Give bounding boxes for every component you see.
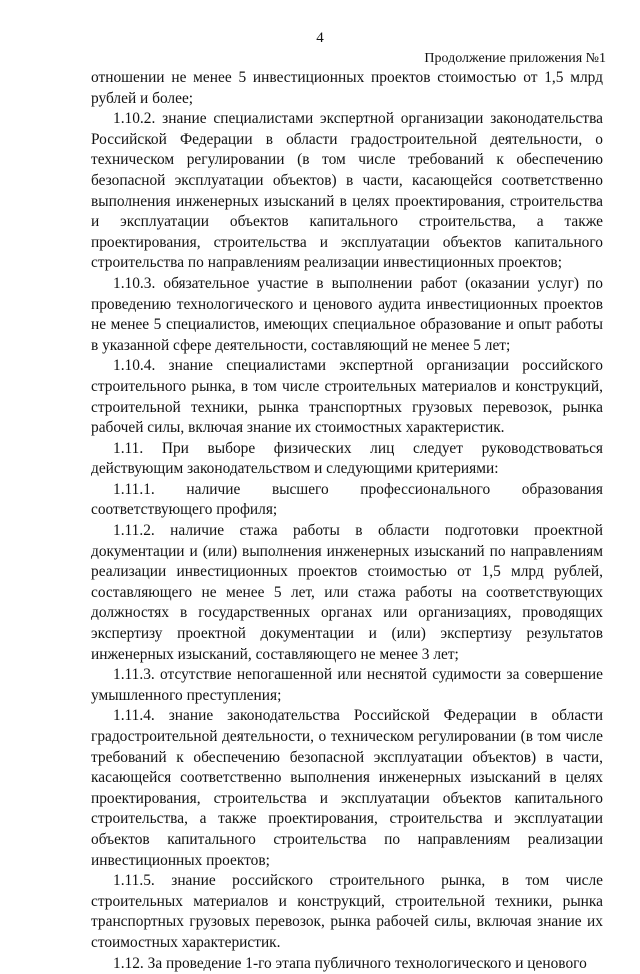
document-body [91, 68, 603, 974]
paragraph-1-11-4: 1.11.4. знание законодательства Российской Федерации в области градостроительной деятельности, о техническом регулировании (в том числе требований к обеспечению безопасной эксплуатации объектов) в части, касающейся соответственно выполнения инженерных изысканий в целях проектирования, строительства и эксплуатации объектов капитального строительства, а также проектирования, строительства и эксплуатации объектов капитального строительства по направлениям реализации инвестиционных проектов; [91, 707, 603, 869]
paragraph-1-10-4: 1.10.4. знание специалистами экспертной организации российского строительного рынка, в том числе строительных материалов и конструкций, строительной техники, рынка транспортных грузовых перевозок, рынка рабочей силы, включая знание их стоимостных характеристик. [91, 357, 603, 437]
paragraph-1-10-2: 1.10.2. знание специалистами экспертной организации законодательства Российской Федерации в области градостроительной деятельности, о техническом регулировании (в том числе требований к обеспечению безопасной эксплуатации объектов) в части, касающейся соответственно выполнения инженерных изысканий в целях проектирования, строительства и эксплуатации объектов капитального строительства, а также проектирования, строительства и эксплуатации объектов капитального строительства по направлениям реализации инвестиционных проектов; [91, 110, 603, 272]
paragraph-1-11: 1.11. При выборе физических лиц следует руководствоваться действующим законодательством и следующими критериями: [91, 439, 603, 478]
paragraph-1-10-3: 1.10.3. обязательное участие в выполнении работ (оказании услуг) по проведению технологического и ценового аудита инвестиционных проектов не менее 5 специалистов, имеющих специальное образование и опыт работы в указанной сфере деятельности, составляющий не менее 5 лет; [91, 274, 603, 354]
paragraph-1-11-3: 1.11.3. отсутствие непогашенной или неснятой судимости за совершение умышленного преступления; [91, 666, 603, 704]
appendix-continuation-note: Продолжение приложения №1 [424, 51, 606, 66]
paragraph-1-12: 1.12. За проведение 1-го этапа публичного технологического и ценового [113, 954, 587, 972]
paragraph-continuation: отношении не менее 5 инвестиционных проектов стоимостью от 1,5 млрд рублей и более; [91, 69, 603, 107]
paragraph-1-11-5: 1.11.5. знание российского строительного рынка, в том числе строительных материалов и конструкций, строительной техники, рынка транспортных грузовых перевозок, рынка рабочей силы, включая знание их стоимостных характеристик. [91, 872, 603, 951]
page-number: 4 [316, 30, 324, 46]
paragraph-1-11-1: 1.11.1. наличие высшего профессионального образования соответствующего профиля; [91, 480, 603, 519]
paragraph-1-11-2: 1.11.2. наличие стажа работы в области подготовки проектной документации и (или) выполнения инженерных изысканий по направлениям реализации инвестиционных проектов стоимостью от 1,5 млрд рублей, составляющего не менее 5 лет, или стажа работы на соответствующих должностях в государственных органах или организациях, проводящих экспертизу проектной документации и (или) экспертизу результатов инженерных изысканий, составляющего не менее 3 лет; [91, 522, 603, 663]
